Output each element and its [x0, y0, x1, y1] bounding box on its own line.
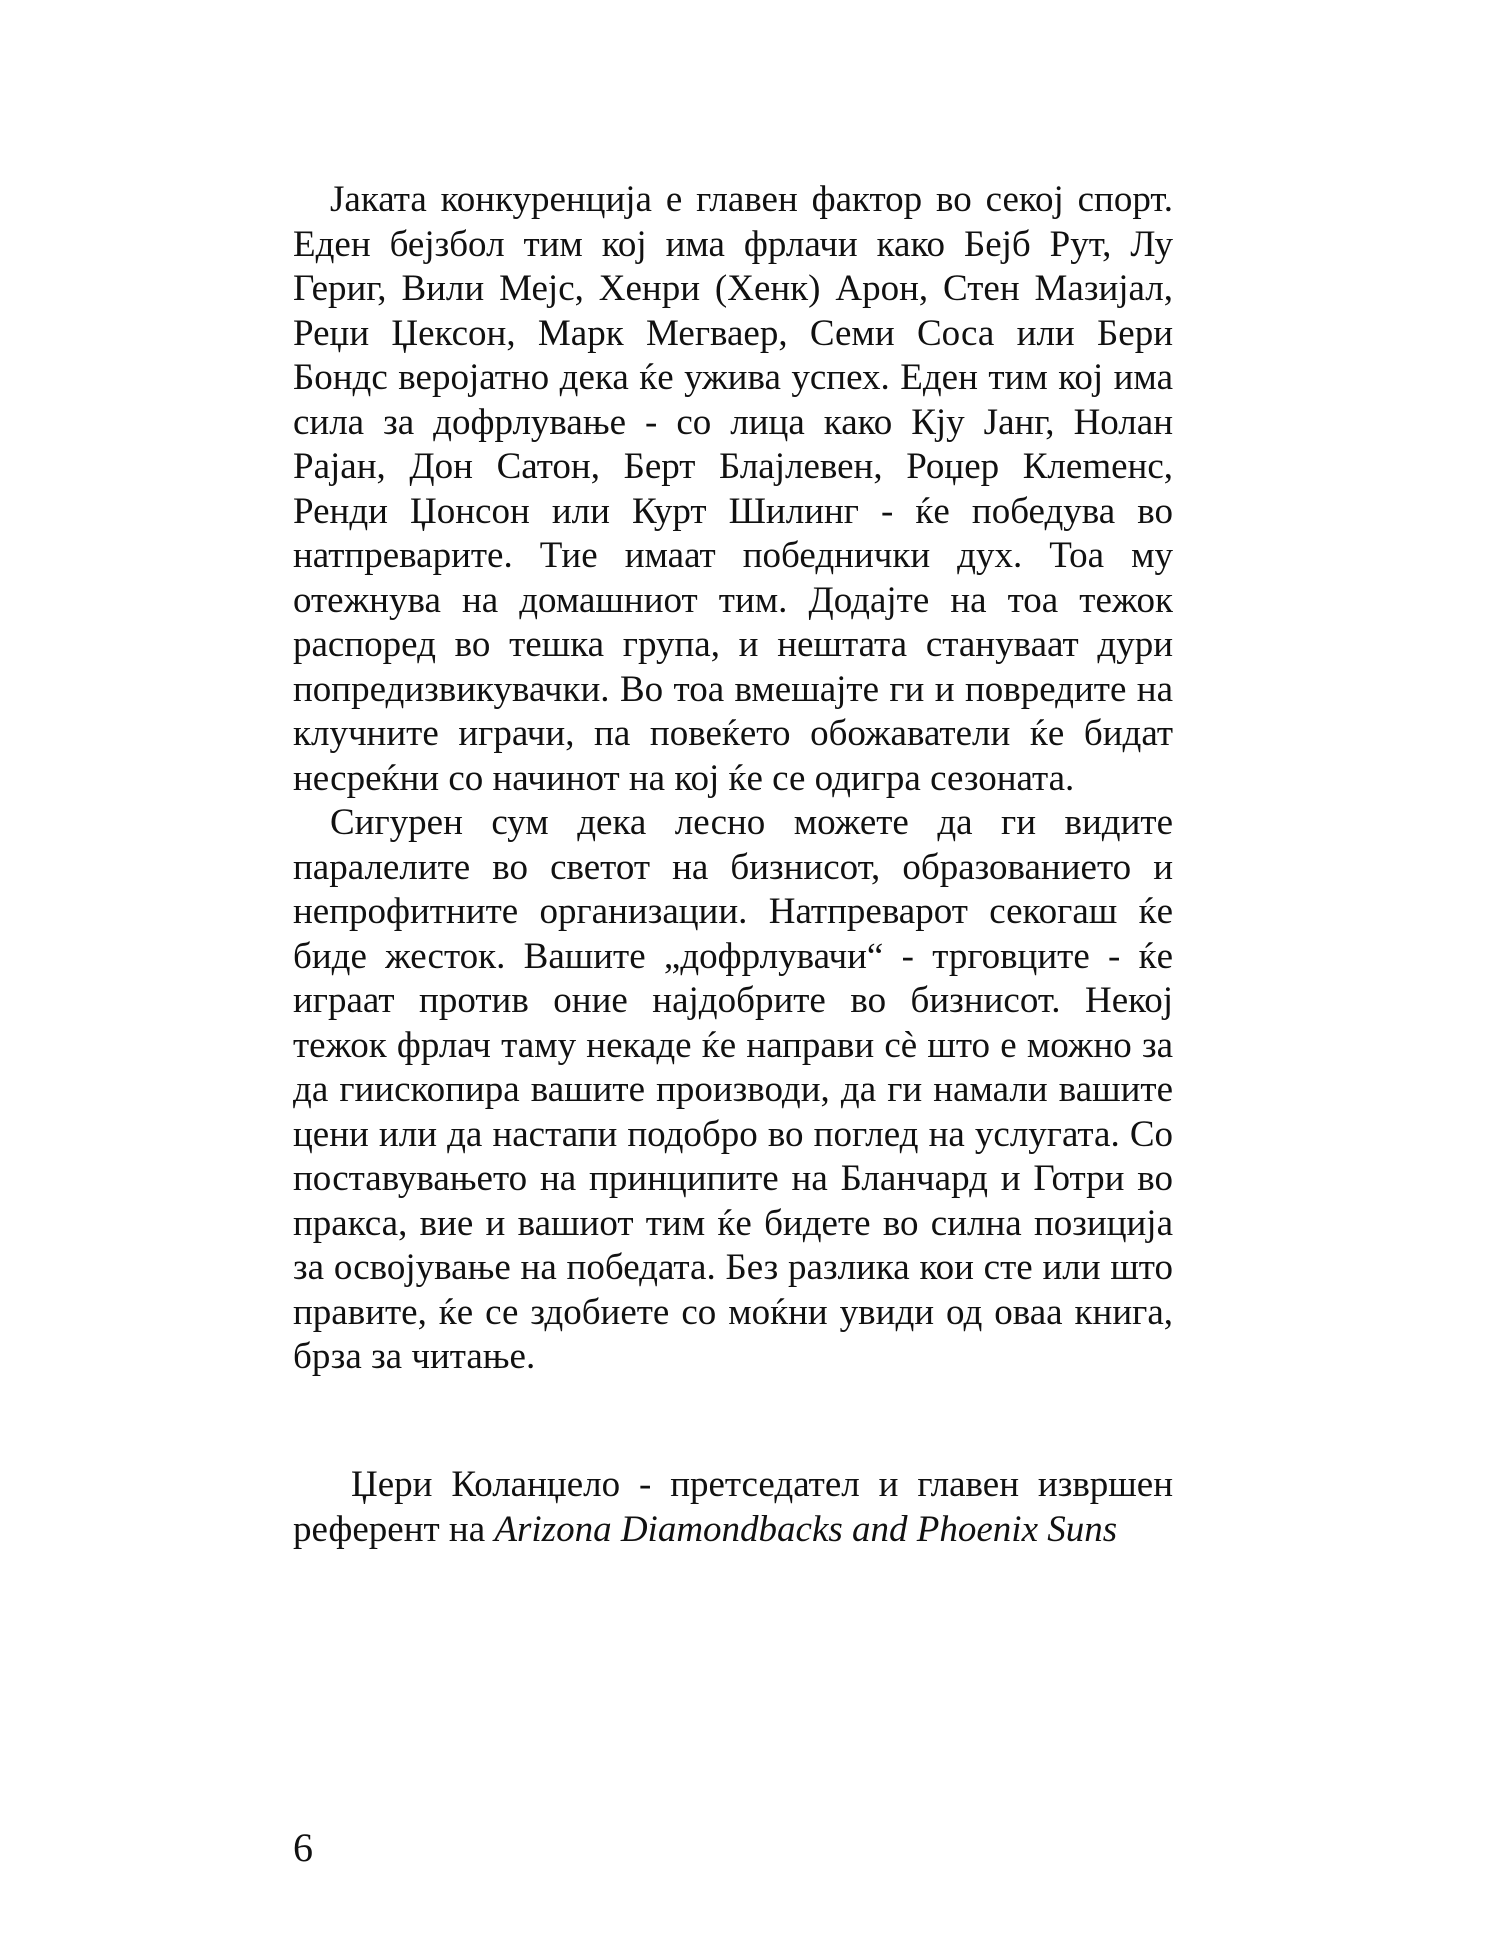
signature-organization-line	[293, 1508, 1173, 1553]
body-text	[293, 178, 1173, 1380]
page-number: 6	[293, 1825, 313, 1870]
paragraph-competition: Јаката конкуренција е главен фактор во секој спорт. Еден бејзбол тим кој има фрлачи како Бејб Рут, Лу Гериг, Вили Мејс, Хенри (Хенк) Арон, Стен Мазијал, Реџи Џексон, Марк Мегваер, Семи Соса или Бери Бондс веројатно дека ќе ужива успех. Еден тим кој има сила за дофрлување - со лица како Кју Јанг, Нолан Рајан, Дон Сатон, Берт Блајлевен, Роџер Клеmенс, Ренди Џонсон или Курт Шилинг - ќе победува во натпреварите. Тие имаат победнички дух. Тоа му отежнува на домашниот тим. Додајте на тоа тежок распоред во тешка група, и нештата стануваат дури попредизвикувачки. Во тоа вмешајте ги и повредите на клучните играчи, па повеќето обожаватели ќе бидат несреќни со начинот на кој ќе се одигра сезоната.	[293, 179, 1173, 799]
signature-organization: Arizona Diamondbacks and Phoenix Suns	[494, 1508, 1118, 1550]
paragraph-business-parallels: Сигурен сум дека лесно можете да ги видите паралелите во светот на бизнисот, образованието и непрофитните организации. Натпреварот секогаш ќе биде жесток. Вашите „дофрлувачи“ - трговците - ќе играат против оние најдобрите во бизнисот. Некој тежок фрлач таму некаде ќе направи сè што е можно за да гиископира вашите производи, да ги намали вашите цени или да настапи подобро во поглед на услугата. Со поставувањето на принципите на Бланчард и Готри во пракса, вие и вашиот тим ќе бидете во силна позиција за освојување на победата. Без разлика кои сте или што правите, ќе се здобиете со моќни увиди од оваа книга, брза за читање.	[293, 802, 1173, 1377]
signature-role-prefix: референт на	[293, 1508, 495, 1550]
signature-name-title: Џери Коланџело - претседател и главен извршен	[351, 1464, 1173, 1505]
signature-attribution	[293, 1463, 1173, 1552]
